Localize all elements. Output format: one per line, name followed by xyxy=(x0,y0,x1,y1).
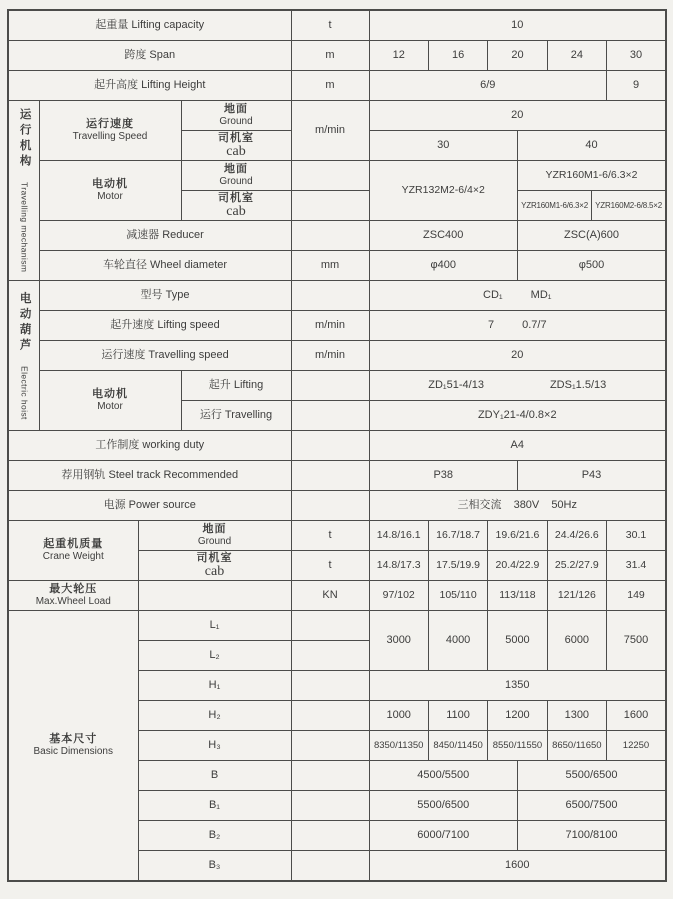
dim-h2-value: 1300 xyxy=(547,701,606,731)
max-wheel-unit: KN xyxy=(291,581,369,611)
dim-h1-unit xyxy=(291,671,369,701)
row-type xyxy=(8,281,666,311)
section-electric-hoist-en: Electric hoist xyxy=(19,365,30,420)
hoist-motor-lifting-value: ZD₁51-4/13 ZDS₁1.5/13 xyxy=(369,371,666,401)
height-label: 起升高度 Lifting Height xyxy=(8,71,291,101)
speed-label: 运行速度 Travelling Speed xyxy=(39,101,181,161)
dim-h2-sublabel: H₂ xyxy=(138,701,291,731)
type-unit xyxy=(291,281,369,311)
dim-l2-unit xyxy=(291,641,369,671)
section-travelling-mechanism-zh: 运行机构 xyxy=(18,108,31,171)
crane-weight-value: 14.8/16.1 xyxy=(369,521,428,551)
duty-value: A4 xyxy=(369,431,666,461)
speed-ground-value: 20 xyxy=(369,101,666,131)
row-height xyxy=(8,71,666,101)
section-electric-hoist xyxy=(8,281,39,431)
track-unit xyxy=(291,461,369,491)
dim-h3-value: 8350/11350 xyxy=(369,731,428,761)
row-capacity xyxy=(8,10,666,41)
crane-weight-ground-unit: t xyxy=(291,521,369,551)
max-wheel-value: 113/118 xyxy=(488,581,547,611)
hoist-travelling-speed-value: 20 xyxy=(369,341,666,371)
dim-l-value: 4000 xyxy=(428,611,487,671)
motor-value-bottom-left: YZR160M1-6/6.3×2 xyxy=(517,191,591,221)
max-wheel-value: 121/126 xyxy=(547,581,606,611)
hoist-motor-travelling-unit xyxy=(291,401,369,431)
crane-weight-value: 20.4/22.9 xyxy=(488,551,547,581)
dim-l-value: 6000 xyxy=(547,611,606,671)
dim-b3-unit xyxy=(291,851,369,882)
dim-b2-unit xyxy=(291,821,369,851)
hoist-lifting-speed-value: 7 0.7/7 xyxy=(369,311,666,341)
hoist-lifting-speed-unit: m/min xyxy=(291,311,369,341)
wheel-unit: mm xyxy=(291,251,369,281)
power-label: 电源 Power source xyxy=(8,491,291,521)
dim-l-value: 3000 xyxy=(369,611,428,671)
dim-h2-value: 1600 xyxy=(607,701,667,731)
motor-value-right-top: YZR160M1-6/6.3×2 xyxy=(517,161,666,191)
wheel-value-right: φ500 xyxy=(517,251,666,281)
span-value: 30 xyxy=(607,41,667,71)
hoist-motor-travelling-sublabel: 运行 Travelling xyxy=(181,401,291,431)
hoist-travelling-speed-unit: m/min xyxy=(291,341,369,371)
dim-h2-value: 1000 xyxy=(369,701,428,731)
max-wheel-label: 最大轮压 Max.Wheel Load xyxy=(8,581,138,611)
motor-ground-unit xyxy=(291,161,369,191)
capacity-value: 10 xyxy=(369,10,666,41)
crane-weight-value: 16.7/18.7 xyxy=(428,521,487,551)
wheel-label: 车轮直径 Wheel diameter xyxy=(39,251,291,281)
dim-h3-sublabel: H₃ xyxy=(138,731,291,761)
duty-unit xyxy=(291,431,369,461)
track-value-left: P38 xyxy=(369,461,517,491)
row-max-wheel xyxy=(8,581,666,611)
max-wheel-value: 97/102 xyxy=(369,581,428,611)
motor-cab-unit xyxy=(291,191,369,221)
dim-h3-unit xyxy=(291,731,369,761)
row-reducer xyxy=(8,221,666,251)
section-electric-hoist-zh: 电动葫芦 xyxy=(18,291,31,354)
track-label: 荐用钢轨 Steel track Recommended xyxy=(8,461,291,491)
dim-b1-value-right: 6500/7500 xyxy=(517,791,666,821)
dim-b3-value: 1600 xyxy=(369,851,666,882)
dim-h3-value: 8650/11650 xyxy=(547,731,606,761)
speed-unit: m/min xyxy=(291,101,369,161)
span-value: 16 xyxy=(428,41,487,71)
dim-b-value-left: 4500/5500 xyxy=(369,761,517,791)
row-track xyxy=(8,461,666,491)
row-duty xyxy=(8,431,666,461)
dim-h2-unit xyxy=(291,701,369,731)
dim-h2-value: 1200 xyxy=(488,701,547,731)
hoist-motor-label: 电动机 Motor xyxy=(39,371,181,431)
speed-cab-value-left: 30 xyxy=(369,131,517,161)
height-unit: m xyxy=(291,71,369,101)
spec-table xyxy=(7,9,667,882)
reducer-label: 减速器 Reducer xyxy=(39,221,291,251)
dim-h1-sublabel: H₁ xyxy=(138,671,291,701)
wheel-value-left: φ400 xyxy=(369,251,517,281)
hoist-motor-lifting-sublabel: 起升 Lifting xyxy=(181,371,291,401)
dim-b1-value-left: 5500/6500 xyxy=(369,791,517,821)
motor-value-left: YZR132M2-6/4×2 xyxy=(369,161,517,221)
max-wheel-value: 149 xyxy=(607,581,667,611)
section-travelling-mechanism xyxy=(8,101,39,281)
span-value: 24 xyxy=(547,41,606,71)
hoist-motor-lifting-unit xyxy=(291,371,369,401)
motor-label: 电动机 Motor xyxy=(39,161,181,221)
span-value: 20 xyxy=(488,41,547,71)
speed-cab-value-right: 40 xyxy=(517,131,666,161)
row-power xyxy=(8,491,666,521)
hoist-lifting-speed-label: 起升速度 Lifting speed xyxy=(39,311,291,341)
dim-h2-value: 1100 xyxy=(428,701,487,731)
dim-l1-unit xyxy=(291,611,369,641)
crane-weight-label: 起重机质量 Crane Weight xyxy=(8,521,138,581)
speed-cab-sublabel: 司机室 cab xyxy=(181,131,291,161)
crane-weight-value: 19.6/21.6 xyxy=(488,521,547,551)
capacity-label: 起重量 Lifting capacity xyxy=(8,10,291,41)
section-travelling-mechanism-en: Travelling mechanism xyxy=(19,182,30,273)
dim-h1-value: 1350 xyxy=(369,671,666,701)
row-dim-l1 xyxy=(8,611,666,641)
capacity-unit: t xyxy=(291,10,369,41)
dim-b-sublabel: B xyxy=(138,761,291,791)
dim-h3-value: 8550/11550 xyxy=(488,731,547,761)
speed-ground-sublabel: 地面 Ground xyxy=(181,101,291,131)
motor-ground-sublabel: 地面 Ground xyxy=(181,161,291,191)
dim-l2-sublabel: L₂ xyxy=(138,641,291,671)
reducer-unit xyxy=(291,221,369,251)
crane-weight-value: 25.2/27.9 xyxy=(547,551,606,581)
row-crane-weight-ground xyxy=(8,521,666,551)
max-wheel-value: 105/110 xyxy=(428,581,487,611)
dim-b1-sublabel: B₁ xyxy=(138,791,291,821)
dimensions-label: 基本尺寸 Basic Dimensions xyxy=(8,611,138,882)
power-unit xyxy=(291,491,369,521)
span-unit: m xyxy=(291,41,369,71)
row-span xyxy=(8,41,666,71)
power-value: 三相交流 380V 50Hz xyxy=(369,491,666,521)
dim-b2-value-right: 7100/8100 xyxy=(517,821,666,851)
crane-weight-ground-sublabel: 地面 Ground xyxy=(138,521,291,551)
dim-h3-value: 12250 xyxy=(607,731,667,761)
row-hoist-travelling-speed xyxy=(8,341,666,371)
hoist-motor-travelling-value: ZDY₁21-4/0.8×2 xyxy=(369,401,666,431)
type-value: CD₁ MD₁ xyxy=(369,281,666,311)
motor-value-bottom-right: YZR160M2-6/8.5×2 xyxy=(592,191,666,221)
height-value-last: 9 xyxy=(607,71,667,101)
dim-b-value-right: 5500/6500 xyxy=(517,761,666,791)
motor-cab-sublabel: 司机室 cab xyxy=(181,191,291,221)
track-value-right: P43 xyxy=(517,461,666,491)
dim-b-unit xyxy=(291,761,369,791)
height-value-main: 6/9 xyxy=(369,71,607,101)
crane-weight-cab-unit: t xyxy=(291,551,369,581)
crane-weight-value: 31.4 xyxy=(607,551,667,581)
dim-h3-value: 8450/11450 xyxy=(428,731,487,761)
dim-b3-sublabel: B₃ xyxy=(138,851,291,882)
crane-weight-value: 17.5/19.9 xyxy=(428,551,487,581)
span-label: 跨度 Span xyxy=(8,41,291,71)
crane-weight-cab-sublabel: 司机室 cab xyxy=(138,551,291,581)
crane-weight-value: 24.4/26.6 xyxy=(547,521,606,551)
duty-label: 工作制度 working duty xyxy=(8,431,291,461)
dim-l1-sublabel: L₁ xyxy=(138,611,291,641)
dim-l-value: 7500 xyxy=(607,611,667,671)
dim-b2-sublabel: B₂ xyxy=(138,821,291,851)
dim-b1-unit xyxy=(291,791,369,821)
crane-weight-value: 14.8/17.3 xyxy=(369,551,428,581)
dim-b2-value-left: 6000/7100 xyxy=(369,821,517,851)
reducer-value-left: ZSC400 xyxy=(369,221,517,251)
row-motor-ground xyxy=(8,161,666,191)
hoist-travelling-speed-label: 运行速度 Travelling speed xyxy=(39,341,291,371)
row-speed-ground xyxy=(8,101,666,131)
reducer-value-right: ZSC(A)600 xyxy=(517,221,666,251)
row-hoist-lifting-speed xyxy=(8,311,666,341)
dim-l-value: 5000 xyxy=(488,611,547,671)
row-wheel xyxy=(8,251,666,281)
crane-weight-value: 30.1 xyxy=(607,521,667,551)
row-hoist-motor-lifting xyxy=(8,371,666,401)
type-label: 型号 Type xyxy=(39,281,291,311)
span-value: 12 xyxy=(369,41,428,71)
max-wheel-sublabel-empty xyxy=(138,581,291,611)
